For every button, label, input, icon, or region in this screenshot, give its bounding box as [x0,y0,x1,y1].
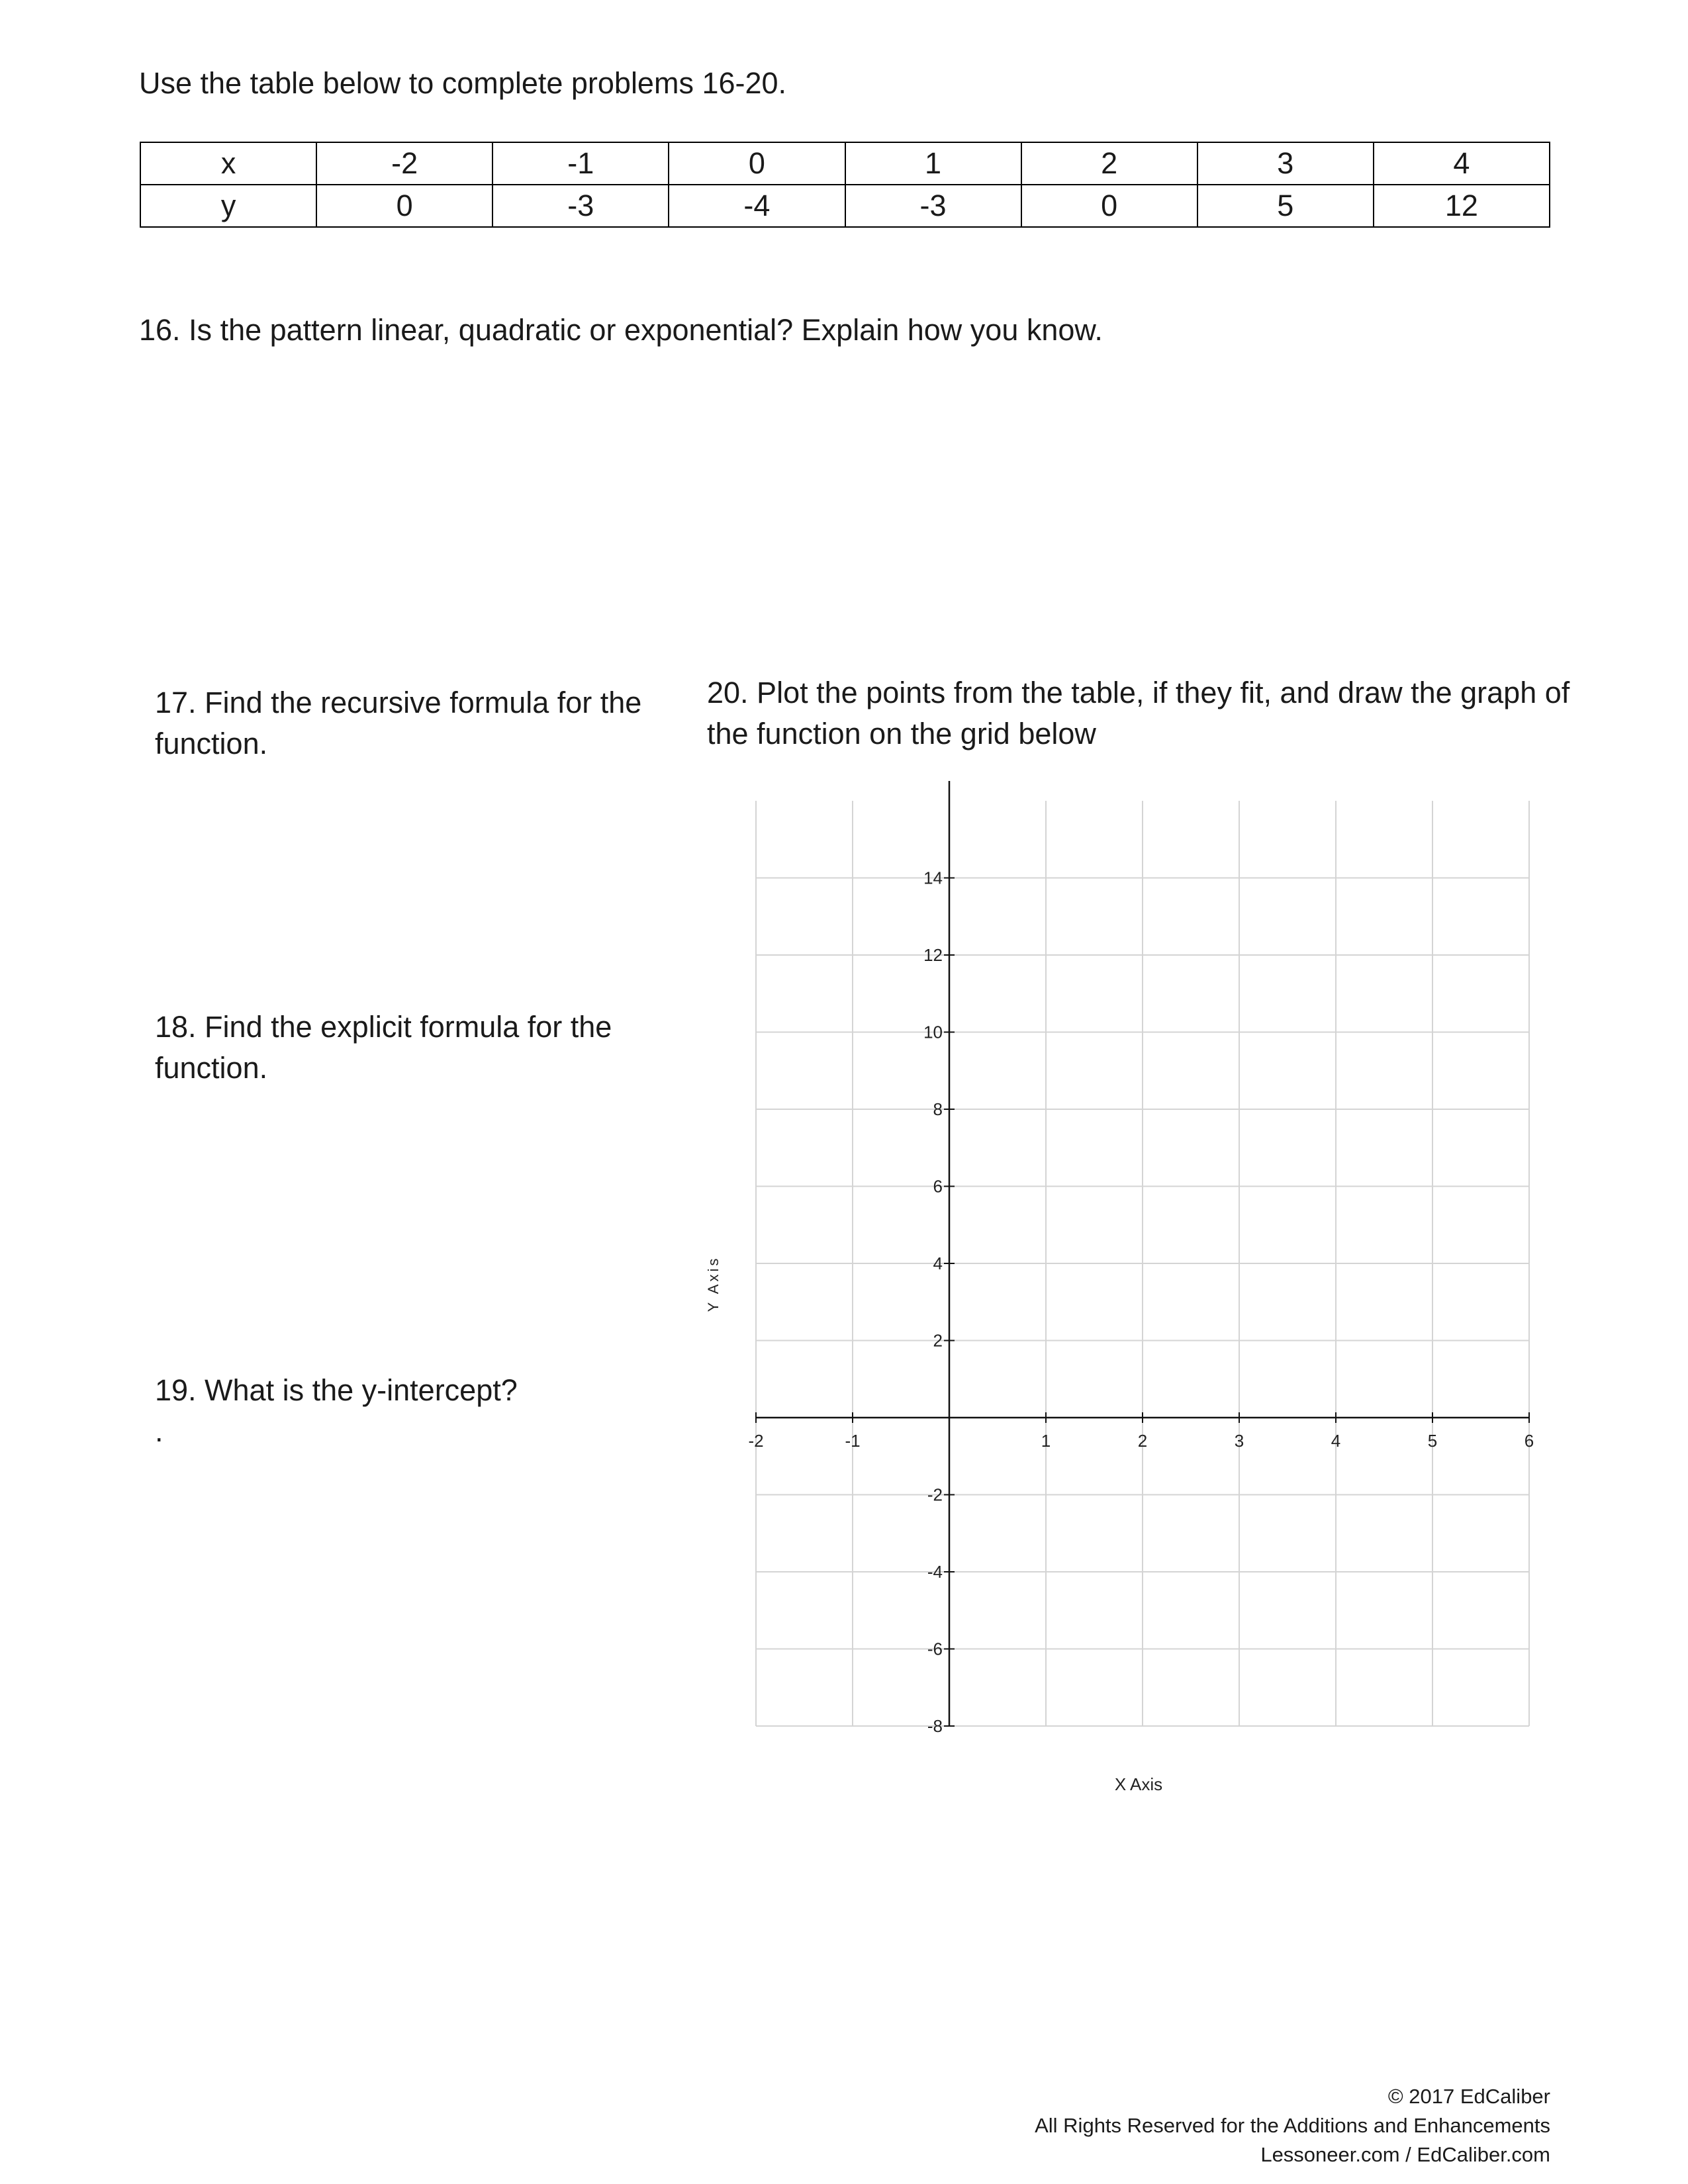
grid-lines [756,801,1529,1726]
y-tick-label: 12 [923,945,943,965]
y-tick-label: -8 [927,1716,943,1736]
footer-sites: Lessoneer.com / EdCaliber.com [1260,2143,1550,2166]
table-row-header: x [140,142,316,185]
question-19-mark: . [155,1414,164,1448]
y-tick-label: 10 [923,1022,943,1042]
y-tick-label: 4 [933,1253,943,1273]
tick-labels [748,868,1534,1737]
table-cell: 0 [1021,185,1197,227]
y-tick-label: 6 [933,1176,943,1197]
x-tick-label: 3 [1234,1431,1244,1451]
table-cell: -4 [669,185,845,227]
table-cell: 0 [316,185,492,227]
y-tick-label: 14 [923,868,943,888]
question-19: 19. What is the y-intercept? [155,1373,518,1407]
table-cell: 3 [1197,142,1374,185]
table-cell: -2 [316,142,492,185]
coordinate-grid [688,781,1562,1800]
y-tick-label: -4 [927,1562,943,1582]
table-cell: 5 [1197,185,1374,227]
footer-copyright: © 2017 EdCaliber [1387,2085,1550,2108]
table-cell: -3 [845,185,1021,227]
question-16: 16. Is the pattern linear, quadratic or exponential? Explain how you know. [139,313,1103,347]
table-row [140,185,1550,227]
question-17: 17. Find the recursive formula for the function. [155,686,642,760]
table-cell: 12 [1374,185,1550,227]
y-axis-title: Y Axis [705,1255,722,1312]
table-cell: 4 [1374,142,1550,185]
x-tick-label: 2 [1137,1431,1148,1451]
footer-rights: All Rights Reserved for the Additions and Enhancements [1035,2114,1550,2137]
question-18: 18. Find the explicit formula for the function. [155,1010,612,1085]
table-cell: 1 [845,142,1021,185]
x-axis-title: X Axis [1114,1774,1163,1794]
y-tick-label: 8 [933,1099,943,1119]
y-tick-label: 2 [933,1330,943,1351]
values-table [140,142,1550,228]
x-tick-label: 6 [1524,1431,1534,1451]
y-tick-label: -2 [927,1484,943,1505]
x-tick-label: 5 [1427,1431,1438,1451]
table-cell: -1 [492,142,669,185]
y-tick-label: -6 [927,1639,943,1659]
x-tick-label: -1 [845,1431,861,1451]
table-cell: -3 [492,185,669,227]
table-cell: 0 [669,142,845,185]
table-cell: 2 [1021,142,1197,185]
x-tick-label: -2 [748,1431,764,1451]
x-tick-label: 4 [1331,1431,1341,1451]
x-tick-label: 1 [1041,1431,1051,1451]
table-row-header: y [140,185,316,227]
table-row [140,142,1550,185]
instructions: Use the table below to complete problems 16-20. [139,66,787,100]
question-20: 20. Plot the points from the table, if they fit, and draw the graph of the function on the grid below [707,676,1570,751]
